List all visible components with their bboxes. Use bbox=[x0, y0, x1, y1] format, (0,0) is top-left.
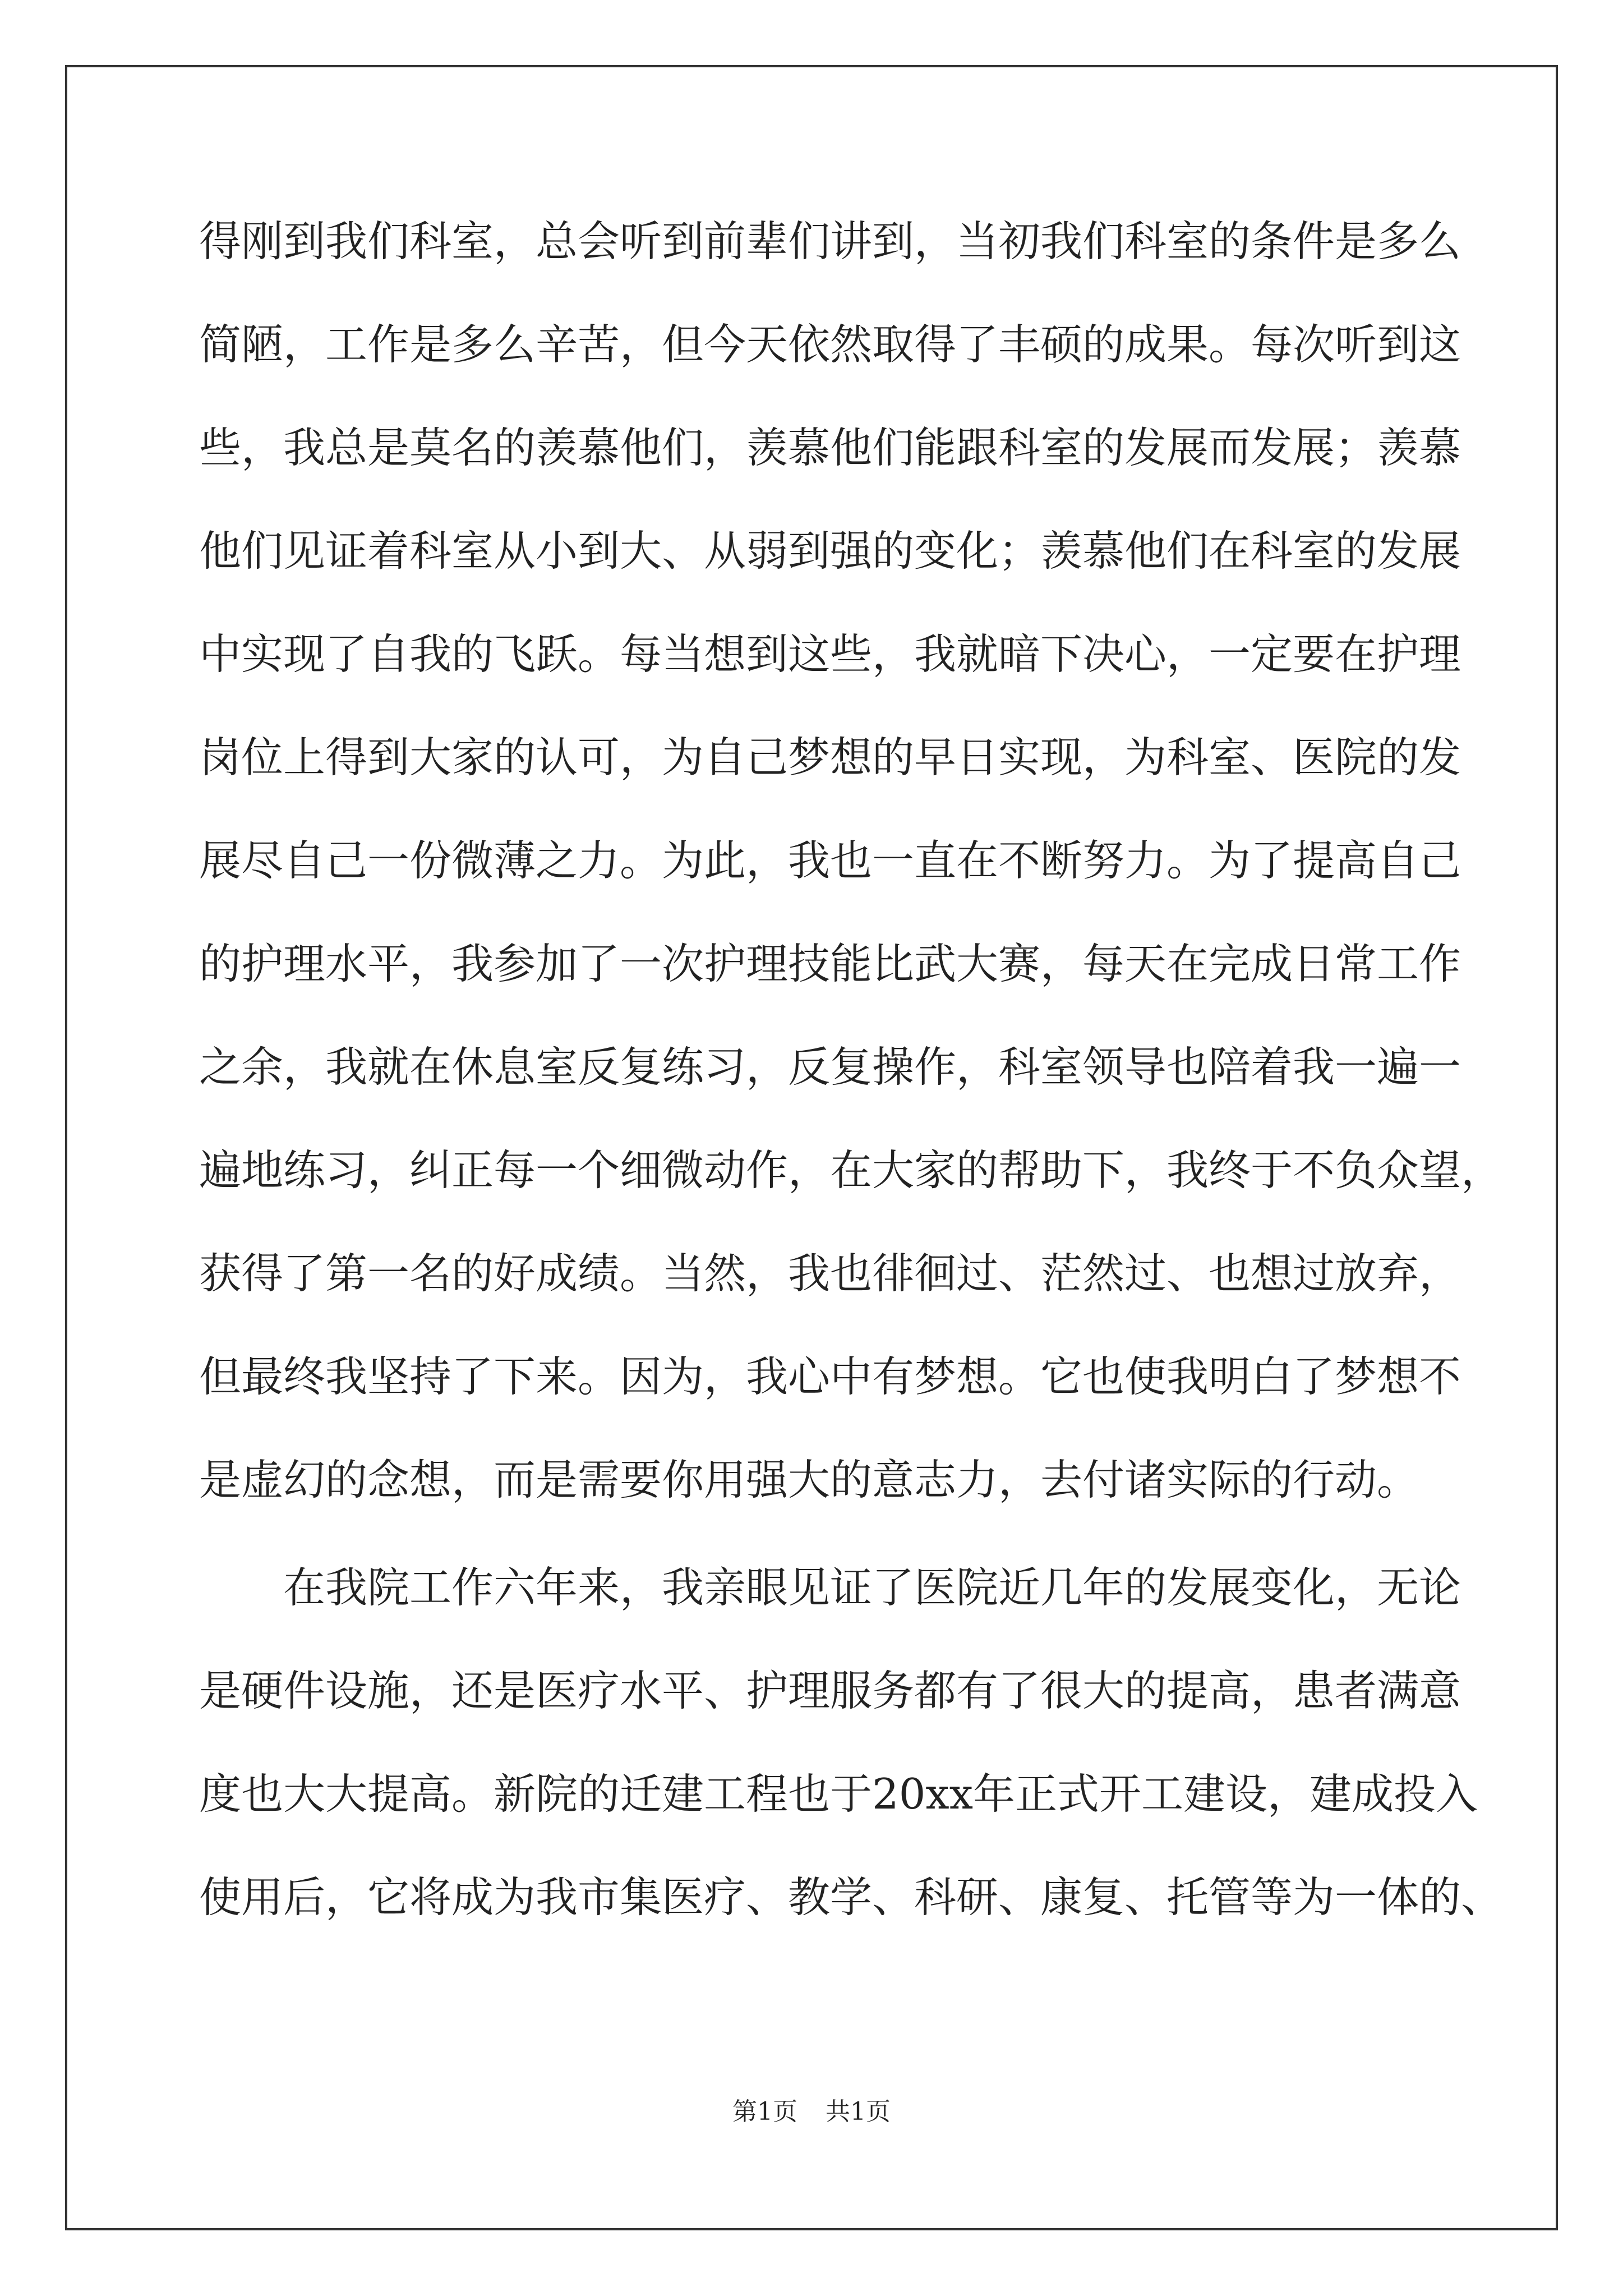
text-line: 些，我总是莫名的羡慕他们，羡慕他们能跟科室的发展而发展；羡慕 bbox=[199, 423, 1461, 472]
page-footer bbox=[0, 2095, 1623, 2129]
text-line: 度也大大提高。新院的迁建工程也于20xx年正式开工建设，建成投入 bbox=[199, 1769, 1478, 1819]
text-line: 中实现了自我的飞跃。每当想到这些，我就暗下决心，一定要在护理 bbox=[199, 629, 1461, 679]
text-line-paragraph-start: 在我院工作六年来，我亲眼见证了医院近几年的发展变化，无论 bbox=[283, 1563, 1461, 1612]
text-line: 但最终我坚持了下来。因为，我心中有梦想。它也使我明白了梦想不 bbox=[199, 1352, 1461, 1401]
text-line: 使用后，它将成为我市集医疗、教学、科研、康复、托管等为一体的、 bbox=[199, 1872, 1504, 1922]
text-line: 展尽自己一份微薄之力。为此，我也一直在不断努力。为了提高自己 bbox=[199, 836, 1461, 885]
text-line: 是虚幻的念想，而是需要你用强大的意志力，去付诸实际的行动。 bbox=[199, 1455, 1419, 1504]
text-line: 是硬件设施，还是医疗水平、护理服务都有了很大的提高，患者满意 bbox=[199, 1666, 1461, 1715]
text-line: 之余，我就在休息室反复练习，反复操作，科室领导也陪着我一遍一 bbox=[199, 1042, 1461, 1092]
text-line: 得刚到我们科室，总会听到前辈们讲到，当初我们科室的条件是多么 bbox=[199, 217, 1461, 266]
text-line: 岗位上得到大家的认可，为自己梦想的早日实现，为科室、医院的发 bbox=[199, 733, 1461, 782]
text-line: 遍地练习，纠正每一个细微动作，在大家的帮助下，我终于不负众望， bbox=[199, 1145, 1504, 1195]
page-number: 第1页 bbox=[732, 2097, 797, 2126]
text-line: 他们见证着科室从小到大、从弱到强的变化；羡慕他们在科室的发展 bbox=[199, 526, 1461, 576]
text-line: 获得了第一名的好成绩。当然，我也徘徊过、茫然过、也想过放弃， bbox=[199, 1249, 1461, 1298]
page-total: 共1页 bbox=[826, 2097, 891, 2126]
text-line: 的护理水平，我参加了一次护理技能比武大赛，每天在完成日常工作 bbox=[199, 939, 1461, 988]
text-line: 简陋，工作是多么辛苦，但今天依然取得了丰硕的成果。每次听到这 bbox=[199, 320, 1461, 369]
